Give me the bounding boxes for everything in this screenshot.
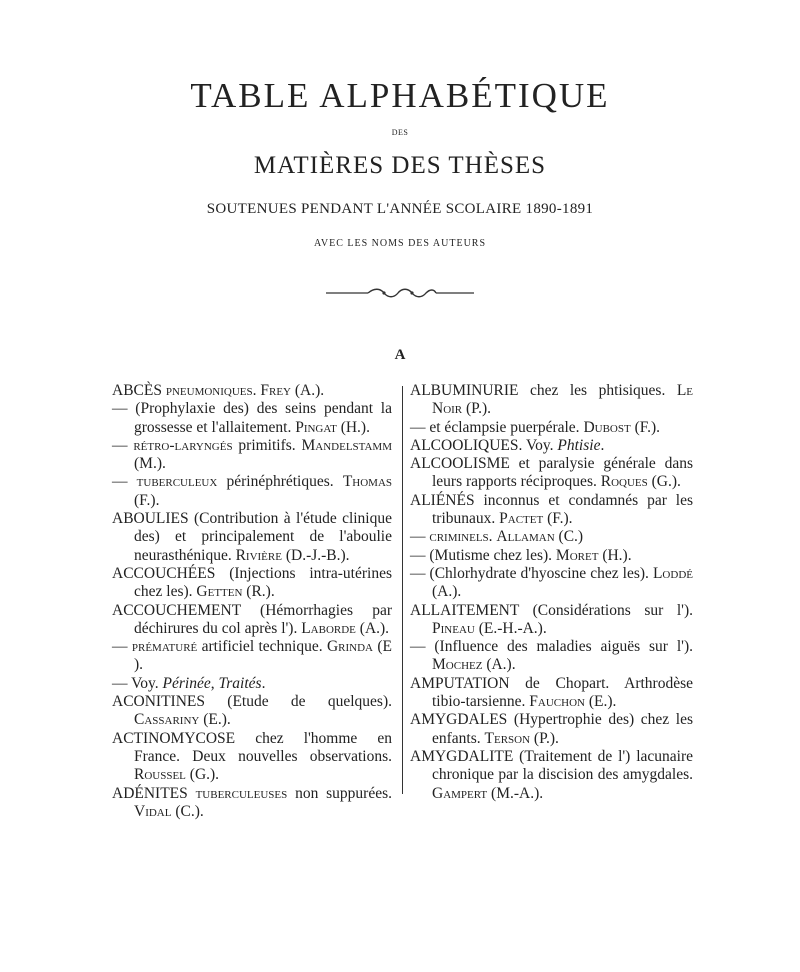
index-entry: ACONITINES (Etude de quelques). Cassariny (E.). bbox=[112, 693, 392, 729]
index-entry: ACTINOMYCOSE chez l'homme en France. Deux nouvelles observations. Roussel (G.). bbox=[112, 729, 392, 784]
index-entry: ADÉNITES tuberculeuses non suppurées. Vidal (C.). bbox=[112, 784, 392, 820]
index-entry: ACCOUCHÉES (Injections intra-utérines chez les). Getten (R.). bbox=[112, 564, 392, 601]
index-entry: — rétro-laryngés primitifs. Mandelstamm (M.). bbox=[112, 436, 392, 473]
left-column bbox=[112, 382, 392, 821]
index-entry: — (Prophylaxie des) des seins pendant la grossesse et l'allaitement. Pingat (H.). bbox=[112, 400, 392, 436]
index-entry: AMYGDALITE (Traitement de l') lacunaire chronique par la discision des amygdales. Gampert (M.-A.). bbox=[410, 747, 693, 802]
right-column bbox=[410, 382, 693, 803]
index-entry: — (Influence des maladies aiguës sur l'). Mochez (A.). bbox=[410, 638, 693, 674]
index-entry: ACCOUCHEMENT (Hémorrhagies par déchirures du col après l'). Laborde (A.). bbox=[112, 601, 392, 637]
index-entry: ABCÈS pneumoniques. Frey (A.). bbox=[112, 382, 325, 399]
index-entry: — et éclampsie puerpérale. Dubost (F.). bbox=[410, 418, 661, 436]
section-letter: A bbox=[394, 347, 406, 363]
index-entry: — (Chlorhydrate d'hyoscine chez les). Loddé (A.). bbox=[410, 564, 693, 601]
index-entry: AMYGDALES (Hypertrophie des) chez les enfants. Terson (P.). bbox=[410, 711, 693, 747]
page-subtitle: MATIÈRES DES THÈSES bbox=[253, 152, 547, 179]
index-entry: AMPUTATION de Chopart. Arthrodèse tibio-tarsienne. Fauchon (E.). bbox=[410, 674, 693, 711]
page-title: TABLE ALPHABÉTIQUE bbox=[190, 76, 610, 115]
index-entry: ALCOOLIQUES. Voy. Phtisie. bbox=[410, 436, 605, 454]
index-entry: — prématuré artificiel technique. Grinda (E ). bbox=[112, 638, 392, 674]
index-entry: ALLAITEMENT (Considérations sur l'). Pineau (E.-H.-A.). bbox=[410, 601, 693, 637]
index-entry: — Voy. Périnée, Traités. bbox=[112, 674, 266, 692]
authors-line: AVEC LES NOMS DES AUTEURS bbox=[313, 238, 487, 249]
index-entry: ALIÉNÉS inconnus et condamnés par les tribunaux. Pactet (F.). bbox=[410, 491, 693, 528]
school-year-line: SOUTENUES PENDANT L'ANNÉE SCOLAIRE 1890-1891 bbox=[206, 201, 594, 217]
index-entry: — criminels. Allaman (C.) bbox=[410, 528, 584, 546]
index-entry: — (Mutisme chez les). Moret (H.). bbox=[410, 546, 632, 564]
index-entry: ABOULIES (Contribution à l'étude clinique des) et principalement de l'aboulie neurasthénique. Rivière (D.-J.-B.). bbox=[112, 510, 392, 564]
index-entry: — tuberculeux périnéphrétiques. Thomas (F.). bbox=[112, 473, 393, 509]
column-divider bbox=[402, 386, 403, 794]
flourish-icon bbox=[326, 286, 474, 300]
title-connector: DES bbox=[391, 128, 409, 137]
index-entry: ALBUMINURIE chez les phtisiques. Le Noir (P.). bbox=[410, 382, 693, 418]
index-entry: ALCOOLISME et paralysie générale dans leurs rapports réciproques. Roques (G.). bbox=[410, 455, 693, 491]
